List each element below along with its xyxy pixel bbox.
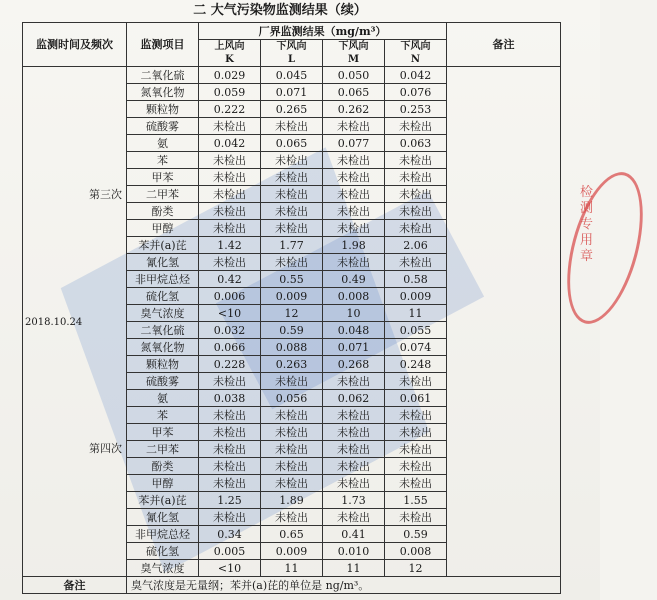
item-name: 颗粒物	[127, 356, 199, 373]
item-name: 硫酸雾	[127, 118, 199, 135]
red-seal-stamp	[553, 164, 657, 332]
value-cell: 1.89	[261, 492, 323, 509]
value-cell: 未检出	[385, 509, 447, 526]
value-cell: 0.59	[261, 322, 323, 339]
item-name: 氨	[127, 135, 199, 152]
value-cell: 0.050	[323, 67, 385, 84]
point-direction: 下风向	[276, 41, 307, 52]
header-point-m	[323, 40, 385, 67]
point-code: K	[225, 54, 234, 65]
value-cell: 0.038	[199, 390, 261, 407]
value-cell: 0.042	[199, 135, 261, 152]
value-cell: 0.262	[323, 101, 385, 118]
value-cell: 未检出	[199, 424, 261, 441]
value-cell: 0.228	[199, 356, 261, 373]
value-cell: 0.009	[385, 288, 447, 305]
item-name: 苯并(a)芘	[127, 237, 199, 254]
value-cell: 12	[261, 305, 323, 322]
point-direction: 下风向	[400, 41, 431, 52]
value-cell: 未检出	[199, 458, 261, 475]
item-name: 硫化氢	[127, 288, 199, 305]
item-name: 苯并(a)芘	[127, 492, 199, 509]
value-cell: 未检出	[323, 220, 385, 237]
value-cell: 未检出	[385, 220, 447, 237]
value-cell: 10	[323, 305, 385, 322]
value-cell: 0.58	[385, 271, 447, 288]
value-cell: 0.045	[261, 67, 323, 84]
item-name: 氰化氢	[127, 509, 199, 526]
value-cell: 0.49	[323, 271, 385, 288]
value-cell: 1.98	[323, 237, 385, 254]
value-cell: 0.063	[385, 135, 447, 152]
value-cell: 未检出	[323, 424, 385, 441]
value-cell: 未检出	[199, 407, 261, 424]
value-cell: 0.55	[261, 271, 323, 288]
round-label-text: 第三次	[89, 187, 122, 201]
value-cell: 未检出	[199, 203, 261, 220]
value-cell: 未检出	[323, 152, 385, 169]
value-cell: 0.042	[385, 67, 447, 84]
footer-row	[23, 577, 561, 594]
value-cell: 未检出	[261, 152, 323, 169]
value-cell: 未检出	[385, 407, 447, 424]
date-label: 2018.10.24	[25, 316, 83, 328]
header-point-l	[261, 40, 323, 67]
stamp-text: 检测专用章	[580, 185, 594, 264]
value-cell: 0.009	[261, 543, 323, 560]
value-cell: 0.009	[261, 288, 323, 305]
value-cell: 未检出	[323, 169, 385, 186]
value-cell: 未检出	[261, 118, 323, 135]
value-cell: 未检出	[199, 441, 261, 458]
value-cell: 未检出	[385, 203, 447, 220]
value-cell: 未检出	[261, 475, 323, 492]
value-cell: 未检出	[323, 186, 385, 203]
value-cell: 0.056	[261, 390, 323, 407]
item-name: 甲醇	[127, 220, 199, 237]
value-cell: 未检出	[199, 186, 261, 203]
item-name: 硫酸雾	[127, 373, 199, 390]
value-cell: 0.029	[199, 67, 261, 84]
value-cell: 11	[385, 305, 447, 322]
value-cell: 1.25	[199, 492, 261, 509]
round-label	[23, 322, 127, 577]
value-cell: 未检出	[261, 407, 323, 424]
point-code: M	[347, 54, 360, 65]
value-cell: 11	[323, 560, 385, 577]
header-remark: 备注	[447, 23, 561, 67]
value-cell: 0.061	[385, 390, 447, 407]
item-name: 甲苯	[127, 424, 199, 441]
value-cell: 未检出	[323, 407, 385, 424]
value-cell: 未检出	[385, 118, 447, 135]
value-cell: 11	[261, 560, 323, 577]
point-direction: 上风向	[214, 41, 245, 52]
value-cell: 0.071	[323, 339, 385, 356]
value-cell: 未检出	[261, 186, 323, 203]
value-cell: 未检出	[199, 509, 261, 526]
round-label-text: 第四次	[89, 442, 122, 456]
value-cell: 0.059	[199, 84, 261, 101]
value-cell: 未检出	[385, 441, 447, 458]
item-name: 二甲苯	[127, 441, 199, 458]
value-cell: 1.73	[323, 492, 385, 509]
value-cell: 未检出	[385, 424, 447, 441]
value-cell: 未检出	[261, 203, 323, 220]
value-cell: 12	[385, 560, 447, 577]
item-name: 酚类	[127, 458, 199, 475]
value-cell: 0.263	[261, 356, 323, 373]
table-row	[23, 67, 561, 84]
value-cell: 未检出	[323, 441, 385, 458]
value-cell: <10	[199, 305, 261, 322]
value-cell: 未检出	[199, 254, 261, 271]
value-cell: 0.088	[261, 339, 323, 356]
item-name: 颗粒物	[127, 101, 199, 118]
value-cell: 0.048	[323, 322, 385, 339]
item-name: 非甲烷总烃	[127, 526, 199, 543]
header-point-k	[199, 40, 261, 67]
item-name: 氰化氢	[127, 254, 199, 271]
point-code: N	[410, 54, 421, 65]
value-cell: 0.65	[261, 526, 323, 543]
value-cell: 未检出	[323, 458, 385, 475]
value-cell: 2.06	[385, 237, 447, 254]
value-cell: 0.005	[199, 543, 261, 560]
monitoring-results-table	[22, 22, 561, 594]
header-point-n	[385, 40, 447, 67]
header-boundary-results: 厂界监测结果（mg/m³）	[199, 23, 447, 40]
value-cell: 0.076	[385, 84, 447, 101]
header-time-frequency: 监测时间及频次	[23, 23, 127, 67]
value-cell: 0.253	[385, 101, 447, 118]
round-label	[23, 67, 127, 328]
item-name: 二氧化硫	[127, 67, 199, 84]
value-cell: 未检出	[385, 169, 447, 186]
value-cell: 未检出	[323, 475, 385, 492]
value-cell: 未检出	[385, 152, 447, 169]
point-direction: 下风向	[338, 41, 369, 52]
item-name: 苯	[127, 407, 199, 424]
value-cell: 未检出	[385, 254, 447, 271]
value-cell: 0.065	[261, 135, 323, 152]
value-cell: 未检出	[261, 509, 323, 526]
page-title: 二 大气污染物监测结果（续）	[193, 3, 367, 18]
item-name: 甲苯	[127, 169, 199, 186]
item-name: 酚类	[127, 203, 199, 220]
value-cell: 0.59	[385, 526, 447, 543]
value-cell: 未检出	[261, 424, 323, 441]
value-cell: 0.032	[199, 322, 261, 339]
value-cell: 0.071	[261, 84, 323, 101]
item-name: 臭气浓度	[127, 560, 199, 577]
value-cell: 未检出	[385, 475, 447, 492]
value-cell: 未检出	[385, 458, 447, 475]
value-cell: 0.222	[199, 101, 261, 118]
value-cell: 未检出	[199, 373, 261, 390]
value-cell: 未检出	[323, 254, 385, 271]
item-name: 二甲苯	[127, 186, 199, 203]
value-cell: 0.265	[261, 101, 323, 118]
value-cell: 0.006	[199, 288, 261, 305]
item-name: 二氧化硫	[127, 322, 199, 339]
value-cell: 未检出	[385, 373, 447, 390]
item-name: 硫化氢	[127, 543, 199, 560]
value-cell: 0.42	[199, 271, 261, 288]
value-cell: 0.062	[323, 390, 385, 407]
value-cell: 未检出	[261, 441, 323, 458]
value-cell: 未检出	[261, 254, 323, 271]
value-cell: 0.066	[199, 339, 261, 356]
value-cell: 0.008	[323, 288, 385, 305]
value-cell: 未检出	[261, 169, 323, 186]
value-cell: 1.55	[385, 492, 447, 509]
value-cell: 未检出	[323, 373, 385, 390]
item-name: 甲醇	[127, 475, 199, 492]
value-cell: 0.268	[323, 356, 385, 373]
item-name: 氨	[127, 390, 199, 407]
value-cell: 未检出	[199, 169, 261, 186]
value-cell: 1.77	[261, 237, 323, 254]
value-cell: 0.248	[385, 356, 447, 373]
value-cell: <10	[199, 560, 261, 577]
value-cell: 未检出	[261, 373, 323, 390]
item-name: 苯	[127, 152, 199, 169]
value-cell: 0.077	[323, 135, 385, 152]
value-cell: 未检出	[261, 458, 323, 475]
value-cell: 未检出	[385, 186, 447, 203]
value-cell: 0.065	[323, 84, 385, 101]
value-cell: 未检出	[261, 220, 323, 237]
value-cell: 0.008	[385, 543, 447, 560]
value-cell: 0.41	[323, 526, 385, 543]
value-cell: 0.074	[385, 339, 447, 356]
remark-cell	[447, 67, 561, 577]
item-name: 臭气浓度	[127, 305, 199, 322]
value-cell: 0.34	[199, 526, 261, 543]
value-cell: 未检出	[323, 203, 385, 220]
value-cell: 未检出	[199, 152, 261, 169]
value-cell: 0.010	[323, 543, 385, 560]
point-code: L	[287, 54, 296, 65]
item-name: 氮氧化物	[127, 339, 199, 356]
header-item: 监测项目	[127, 23, 199, 67]
item-name: 氮氧化物	[127, 84, 199, 101]
item-name: 非甲烷总烃	[127, 271, 199, 288]
value-cell: 未检出	[199, 475, 261, 492]
value-cell: 未检出	[199, 118, 261, 135]
value-cell: 未检出	[323, 509, 385, 526]
value-cell: 未检出	[323, 118, 385, 135]
value-cell: 1.42	[199, 237, 261, 254]
value-cell: 未检出	[199, 220, 261, 237]
value-cell: 0.055	[385, 322, 447, 339]
footer-note: 臭气浓度是无量纲；苯并(a)芘的单位是 ng/m³。	[127, 577, 561, 594]
footer-label: 备注	[23, 577, 127, 594]
